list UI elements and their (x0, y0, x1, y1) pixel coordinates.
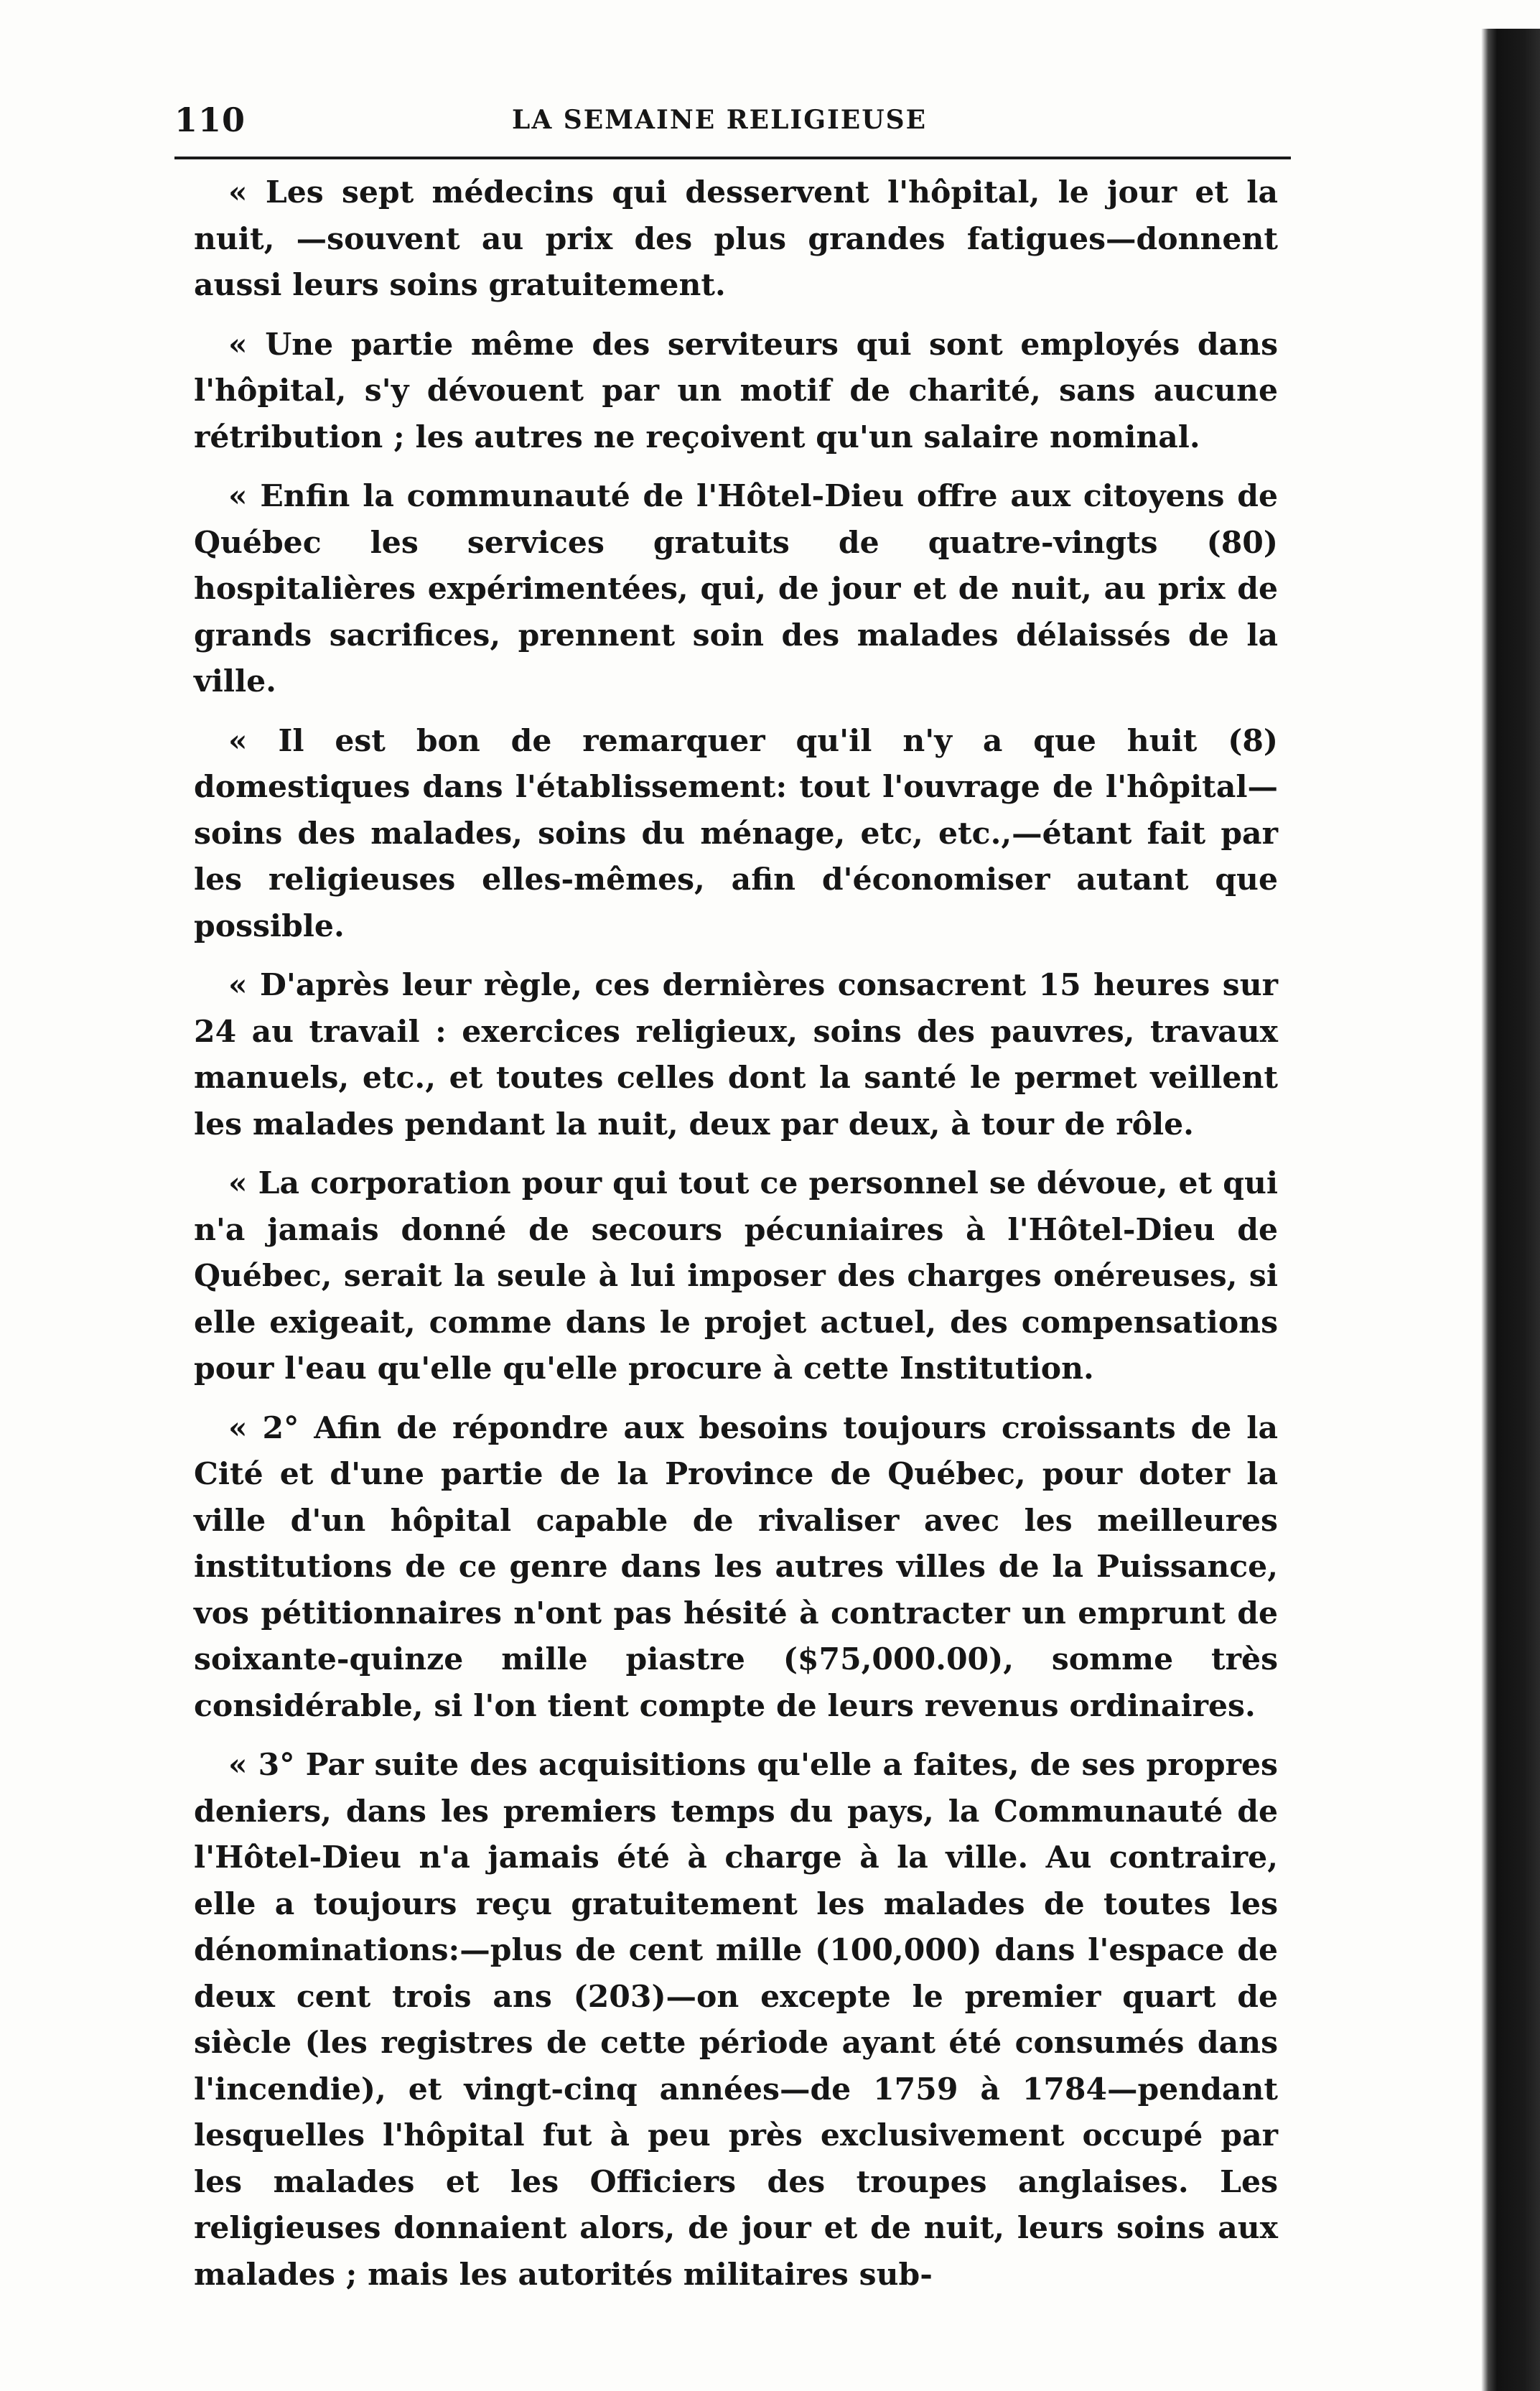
paragraph-3: « Enfin la communauté de l'Hôtel-Dieu offre aux citoyens de Québec les services gratuits de quatre-vingts (80) hospitalières expérimentées, qui, de jour et de nuit, au prix de grands sacrifices, prennent soin des malades délaissés de la ville. (194, 478, 1278, 699)
paragraph-5: « D'après leur règle, ces dernières consacrent 15 heures sur 24 au travail : exercices religieux, soins des pauvres, travaux manuels, etc., et toutes celles dont la santé le permet veillent les malades pendant la nuit, deux par deux, à tour de rôle. (194, 967, 1278, 1142)
header-rule (174, 157, 1291, 159)
running-head: LA SEMAINE RELIGIEUSE (512, 105, 928, 135)
paragraph-8: « 3° Par suite des acquisitions qu'elle a faites, de ses propres deniers, dans les premiers temps du pays, la Communauté de l'Hôtel-Dieu n'a jamais été à charge à la ville. Au contraire, elle a toujours reçu gratuitement les malades de toutes les dénominations:—plus de cent mille (100,000) dans l'espace de deux cent trois ans (203)—on excepte le premier quart de siècle (les registres de cette période ayant été consumés dans l'incendie), et vingt-cinq années—de 1759 à 1784—pendant lesquelles l'hôpital fut à peu près exclusivement occupé par les malades et les Officiers des troupes anglaises. Les religieuses donnaient alors, de jour et de nuit, leurs soins aux malades ; mais les autorités militaires sub- (194, 1747, 1278, 2293)
page-number: 110 (174, 101, 246, 139)
paragraph-1: « Les sept médecins qui desservent l'hôpital, le jour et la nuit, —souvent au prix des plus grandes fatigues—donnent aussi leurs soins gratuitement. (194, 174, 1278, 303)
paragraph-2: « Une partie même des serviteurs qui sont employés dans l'hôpital, s'y dévouent par un motif de charité, sans aucune rétribution ; les autres ne reçoivent qu'un salaire nominal. (194, 326, 1278, 455)
scan-edge-shadow (1481, 29, 1540, 2391)
paragraph-6: « La corporation pour qui tout ce personnel se dévoue, et qui n'a jamais donné de secours pécuniaires à l'Hôtel-Dieu de Québec, serait la seule à lui imposer des charges onéreuses, si elle exigeait, comme dans le projet actuel, des compensations pour l'eau qu'elle qu'elle procure à cette Institution. (194, 1165, 1278, 1386)
page-header (174, 101, 1291, 144)
body-text (194, 169, 1278, 2311)
paragraph-4: « Il est bon de remarquer qu'il n'y a que huit (8) domestiques dans l'établissement: tout l'ouvrage de l'hôpital—soins des malades, soins du ménage, etc, etc.,—étant fait par les religieuses elles-mêmes, afin d'économiser autant que possible. (194, 722, 1278, 944)
paragraph-7: « 2° Afin de répondre aux besoins toujours croissants de la Cité et d'une partie de la Province de Québec, pour doter la ville d'un hôpital capable de rivaliser avec les meilleures institutions de ce genre dans les autres villes de la Puissance, vos pétitionnaires n'ont pas hésité à contracter un emprunt de soixante-quinze mille piastre ($75,000.00), somme très considérable, si l'on tient compte de leurs revenus ordinaires. (194, 1409, 1278, 1724)
